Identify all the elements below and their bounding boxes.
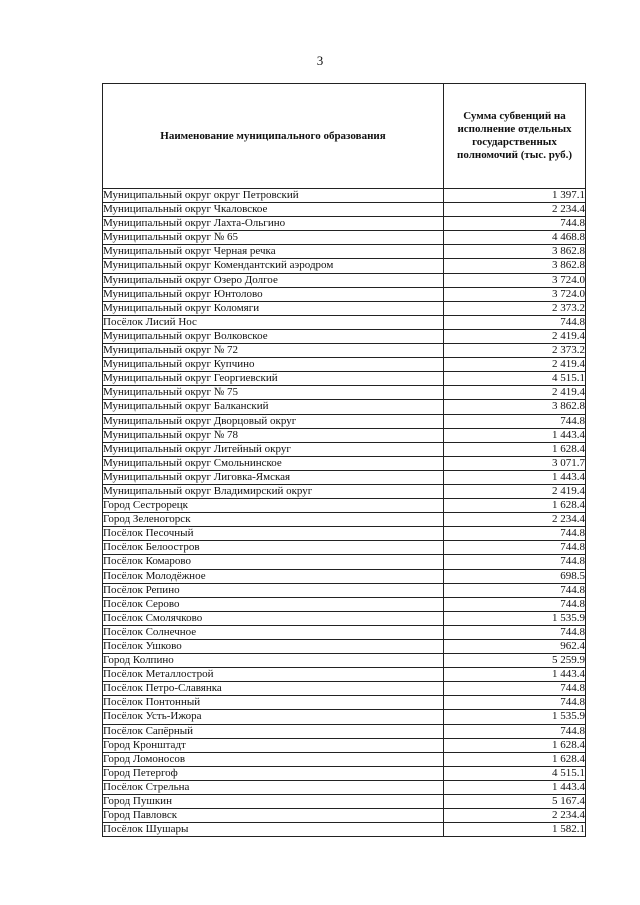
subvention-sum-cell: 2 419.4 <box>444 358 586 372</box>
table-row <box>103 823 586 837</box>
subvention-sum-cell: 1 397.1 <box>444 189 586 203</box>
subvention-sum-cell: 1 628.4 <box>444 738 586 752</box>
municipality-name-cell: Город Петергоф <box>103 766 444 780</box>
table-row <box>103 513 586 527</box>
subvention-sum-cell: 1 443.4 <box>444 470 586 484</box>
table-row <box>103 414 586 428</box>
municipality-name-cell: Город Пушкин <box>103 795 444 809</box>
table-row <box>103 682 586 696</box>
municipality-name-cell: Муниципальный округ Смольнинское <box>103 456 444 470</box>
table-row <box>103 400 586 414</box>
table-row <box>103 301 586 315</box>
municipality-name-cell: Муниципальный округ № 65 <box>103 231 444 245</box>
subvention-sum-cell: 4 515.1 <box>444 372 586 386</box>
municipality-name-cell: Посёлок Серово <box>103 597 444 611</box>
subvention-sum-cell: 744.8 <box>444 414 586 428</box>
table-body <box>103 189 586 837</box>
municipality-name-cell: Муниципальный округ Дворцовый округ <box>103 414 444 428</box>
municipality-name-cell: Город Сестрорецк <box>103 499 444 513</box>
subvention-sum-cell: 744.8 <box>444 597 586 611</box>
subvention-sum-cell: 744.8 <box>444 682 586 696</box>
table-row <box>103 217 586 231</box>
subvention-sum-cell: 2 419.4 <box>444 484 586 498</box>
subvention-sum-cell: 5 167.4 <box>444 795 586 809</box>
table-row <box>103 499 586 513</box>
table-row <box>103 569 586 583</box>
table-row <box>103 795 586 809</box>
table-row <box>103 315 586 329</box>
table-row <box>103 329 586 343</box>
municipality-name-cell: Город Кронштадт <box>103 738 444 752</box>
subvention-sum-cell: 698.5 <box>444 569 586 583</box>
subvention-sum-cell: 1 443.4 <box>444 428 586 442</box>
subvention-sum-cell: 3 862.8 <box>444 245 586 259</box>
subventions-table <box>102 83 586 837</box>
municipality-name-cell: Город Зеленогорск <box>103 513 444 527</box>
table-row <box>103 372 586 386</box>
municipality-name-cell: Посёлок Комарово <box>103 555 444 569</box>
subvention-sum-cell: 962.4 <box>444 640 586 654</box>
subvention-sum-cell: 1 443.4 <box>444 780 586 794</box>
municipality-name-cell: Посёлок Сапёрный <box>103 724 444 738</box>
table-row <box>103 344 586 358</box>
table-row <box>103 442 586 456</box>
table-row <box>103 259 586 273</box>
subvention-sum-cell: 744.8 <box>444 724 586 738</box>
subvention-sum-cell: 2 419.4 <box>444 386 586 400</box>
table-row <box>103 625 586 639</box>
subvention-sum-cell: 2 234.4 <box>444 809 586 823</box>
table-row <box>103 738 586 752</box>
subvention-sum-cell: 4 515.1 <box>444 766 586 780</box>
subvention-sum-cell: 2 419.4 <box>444 329 586 343</box>
table-row <box>103 724 586 738</box>
subvention-sum-cell: 2 234.4 <box>444 513 586 527</box>
municipality-name-cell: Муниципальный округ Волковское <box>103 329 444 343</box>
table-header-row <box>103 84 586 189</box>
table-row <box>103 654 586 668</box>
table-row <box>103 752 586 766</box>
subvention-sum-cell: 3 724.0 <box>444 273 586 287</box>
municipality-name-cell: Посёлок Молодёжное <box>103 569 444 583</box>
page-number: 3 <box>316 53 324 68</box>
table-row <box>103 640 586 654</box>
table-row <box>103 809 586 823</box>
municipality-name-cell: Посёлок Шушары <box>103 823 444 837</box>
municipality-name-cell: Посёлок Репино <box>103 583 444 597</box>
municipality-name-cell: Посёлок Солнечное <box>103 625 444 639</box>
table-row <box>103 386 586 400</box>
municipality-name-cell: Муниципальный округ Владимирский округ <box>103 484 444 498</box>
subvention-sum-cell: 1 628.4 <box>444 499 586 513</box>
municipality-name-cell: Муниципальный округ Озеро Долгое <box>103 273 444 287</box>
municipality-name-cell: Посёлок Металлострой <box>103 668 444 682</box>
subvention-sum-cell: 3 071.7 <box>444 456 586 470</box>
municipality-name-cell: Муниципальный округ Комендантский аэродром <box>103 259 444 273</box>
table-row <box>103 696 586 710</box>
table-row <box>103 245 586 259</box>
municipality-name-cell: Муниципальный округ округ Петровский <box>103 189 444 203</box>
table-row <box>103 527 586 541</box>
municipality-name-cell: Посёлок Песочный <box>103 527 444 541</box>
subvention-sum-cell: 1 535.9 <box>444 710 586 724</box>
table-row <box>103 470 586 484</box>
municipality-name-cell: Город Колпино <box>103 654 444 668</box>
subvention-sum-cell: 2 373.2 <box>444 344 586 358</box>
table-row <box>103 428 586 442</box>
table-row <box>103 611 586 625</box>
table-row <box>103 597 586 611</box>
subvention-sum-cell: 744.8 <box>444 527 586 541</box>
table-row <box>103 273 586 287</box>
municipality-name-cell: Муниципальный округ Литейный округ <box>103 442 444 456</box>
municipality-name-cell: Муниципальный округ № 78 <box>103 428 444 442</box>
subvention-sum-cell: 1 535.9 <box>444 611 586 625</box>
subvention-sum-cell: 1 443.4 <box>444 668 586 682</box>
table-row <box>103 668 586 682</box>
municipality-name-cell: Муниципальный округ Коломяги <box>103 301 444 315</box>
table-row <box>103 358 586 372</box>
table-row <box>103 710 586 724</box>
table-row <box>103 766 586 780</box>
municipality-name-cell: Посёлок Усть-Ижора <box>103 710 444 724</box>
subvention-sum-cell: 2 234.4 <box>444 203 586 217</box>
subvention-sum-cell: 1 582.1 <box>444 823 586 837</box>
subvention-sum-cell: 3 724.0 <box>444 287 586 301</box>
subvention-sum-cell: 744.8 <box>444 625 586 639</box>
table-row <box>103 287 586 301</box>
table-row <box>103 780 586 794</box>
subvention-sum-cell: 5 259.9 <box>444 654 586 668</box>
header-subvention-sum: Сумма субвенций на исполнение отдельных государственных полномочий (тыс. руб.) <box>444 84 586 189</box>
municipality-name-cell: Посёлок Стрельна <box>103 780 444 794</box>
municipality-name-cell: Муниципальный округ Балканский <box>103 400 444 414</box>
subvention-sum-cell: 744.8 <box>444 217 586 231</box>
subvention-sum-cell: 744.8 <box>444 315 586 329</box>
subvention-sum-cell: 744.8 <box>444 583 586 597</box>
subvention-sum-cell: 744.8 <box>444 541 586 555</box>
municipality-name-cell: Посёлок Понтонный <box>103 696 444 710</box>
municipality-name-cell: Муниципальный округ Юнтолово <box>103 287 444 301</box>
municipality-name-cell: Посёлок Петро-Славянка <box>103 682 444 696</box>
municipality-name-cell: Муниципальный округ Купчино <box>103 358 444 372</box>
subvention-sum-cell: 1 628.4 <box>444 442 586 456</box>
municipality-name-cell: Муниципальный округ Чкаловское <box>103 203 444 217</box>
municipality-name-cell: Город Ломоносов <box>103 752 444 766</box>
table-row <box>103 583 586 597</box>
table-row <box>103 189 586 203</box>
subvention-sum-cell: 3 862.8 <box>444 400 586 414</box>
municipality-name-cell: Город Павловск <box>103 809 444 823</box>
table-row <box>103 231 586 245</box>
header-municipality-name: Наименование муниципального образования <box>103 84 444 189</box>
table-row <box>103 541 586 555</box>
municipality-name-cell: Муниципальный округ Лахта-Ольгино <box>103 217 444 231</box>
subvention-sum-cell: 1 628.4 <box>444 752 586 766</box>
municipality-name-cell: Посёлок Белоостров <box>103 541 444 555</box>
table-row <box>103 484 586 498</box>
table-row <box>103 555 586 569</box>
municipality-name-cell: Посёлок Смолячково <box>103 611 444 625</box>
subvention-sum-cell: 744.8 <box>444 555 586 569</box>
municipality-name-cell: Посёлок Лисий Нос <box>103 315 444 329</box>
municipality-name-cell: Муниципальный округ № 72 <box>103 344 444 358</box>
subvention-sum-cell: 744.8 <box>444 696 586 710</box>
table-row <box>103 203 586 217</box>
municipality-name-cell: Муниципальный округ Черная речка <box>103 245 444 259</box>
municipality-name-cell: Муниципальный округ Лиговка-Ямская <box>103 470 444 484</box>
subvention-sum-cell: 4 468.8 <box>444 231 586 245</box>
subvention-sum-cell: 2 373.2 <box>444 301 586 315</box>
municipality-name-cell: Посёлок Ушково <box>103 640 444 654</box>
subvention-sum-cell: 3 862.8 <box>444 259 586 273</box>
municipality-name-cell: Муниципальный округ Георгиевский <box>103 372 444 386</box>
table-row <box>103 456 586 470</box>
municipality-name-cell: Муниципальный округ № 75 <box>103 386 444 400</box>
